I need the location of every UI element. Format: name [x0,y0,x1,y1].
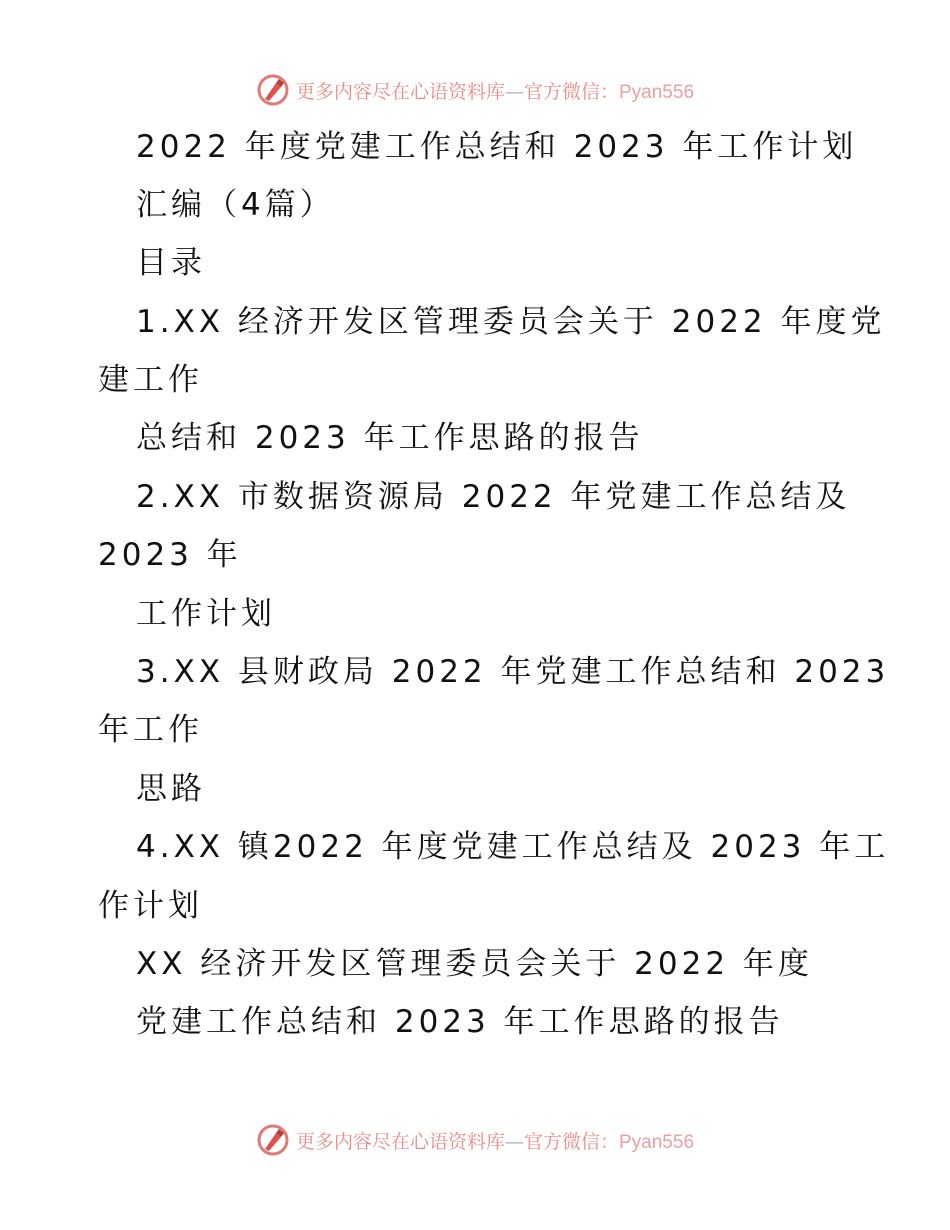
toc-item-4-line-2: 作计划 [98,888,203,924]
doc-title-line-1: 2022 年度党建工作总结和 2023 年工作计划 [136,129,858,165]
toc-item-3-line-3: 思路 [136,771,206,807]
watermark-official-label: 官方微信： [523,80,619,103]
toc-item-4-line-1: 4.XX 镇2022 年度党建工作总结及 2023 年工 [136,829,890,865]
watermark-official-label: 官方微信： [523,1130,619,1153]
toc-heading: 目录 [136,245,206,281]
header-watermark [0,70,950,110]
watermark-text [296,1127,694,1154]
watermark-handle: Pyan556 [619,1131,695,1153]
watermark-text [296,77,694,104]
toc-item-2-line-2: 2023 年 [98,537,242,573]
watermark-separator: — [504,1130,524,1153]
section-title-line-1: XX 经济开发区管理委员会关于 2022 年度 [136,946,813,982]
doc-title-line-2: 汇编（4篇） [136,187,335,223]
pen-nib-logo-icon [256,73,290,107]
toc-item-2-line-1: 2.XX 市数据资源局 2022 年党建工作总结及 [136,479,851,515]
watermark-separator: — [504,80,524,103]
toc-item-3-line-1: 3.XX 县财政局 2022 年党建工作总结和 2023 [136,654,890,690]
toc-item-1-line-2: 建工作 [98,362,203,398]
toc-item-2-line-3: 工作计划 [136,596,276,632]
watermark-site: 更多内容尽在心语资料库 [295,1130,505,1153]
watermark-handle: Pyan556 [619,81,695,103]
toc-item-1-line-1: 1.XX 经济开发区管理委员会关于 2022 年度党 [136,304,886,340]
footer-watermark [0,1120,950,1160]
toc-item-1-line-3: 总结和 2023 年工作思路的报告 [136,420,644,456]
section-title-line-2: 党建工作总结和 2023 年工作思路的报告 [136,1004,784,1040]
pen-nib-logo-icon [256,1123,290,1157]
watermark-site: 更多内容尽在心语资料库 [295,80,505,103]
toc-item-3-line-2: 年工作 [98,712,203,748]
